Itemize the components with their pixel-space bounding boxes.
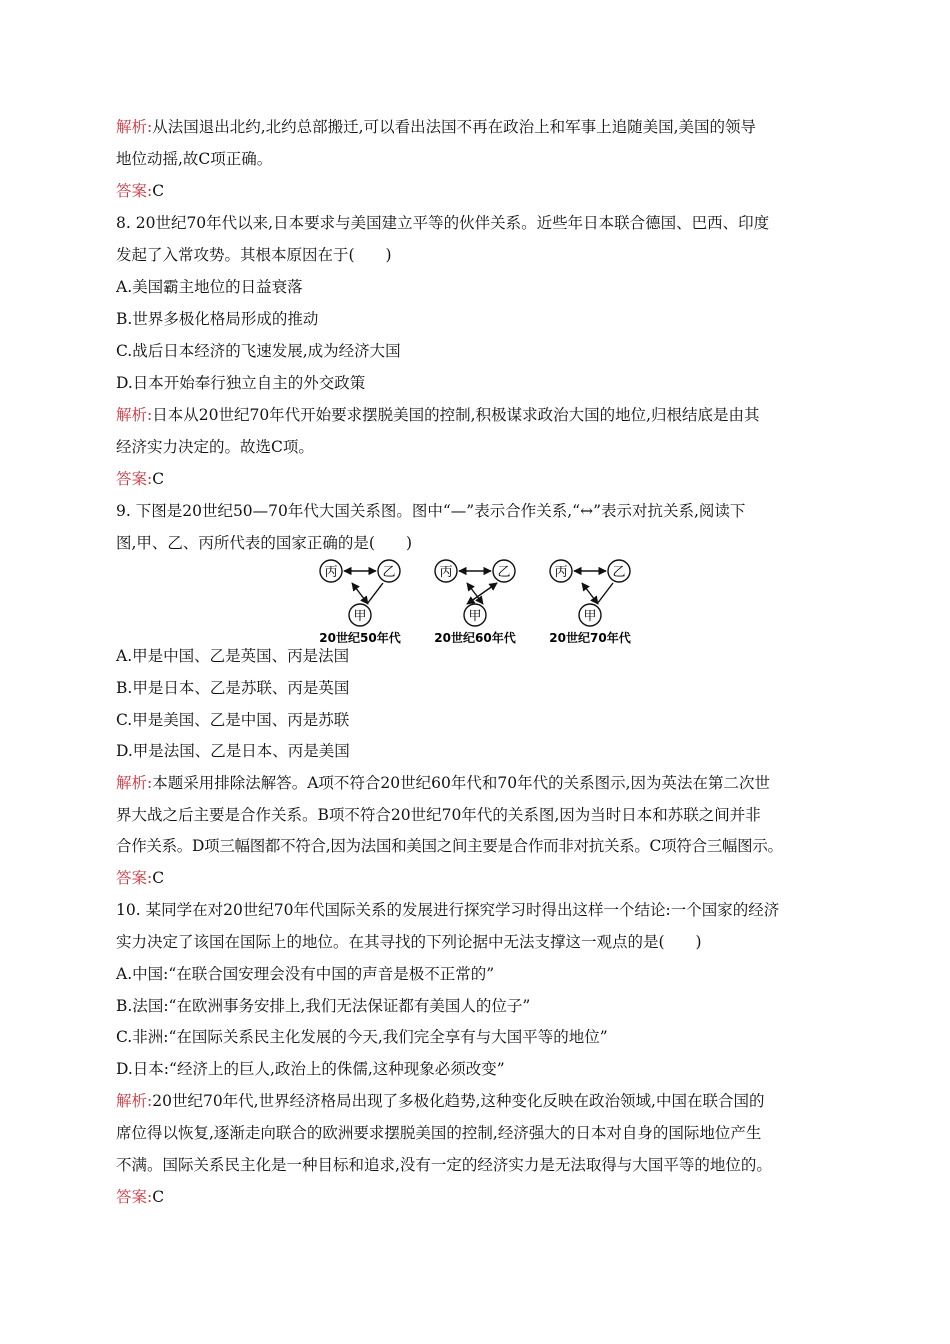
- q7-answer-label: 答案:: [116, 182, 153, 200]
- q10-analysis-line-3: 不满。国际关系民主化是一种目标和追求,没有一定的经济实力是无法取得与大国平等的地位的。: [116, 1156, 772, 1174]
- q8-answer: 答案:C: [116, 470, 165, 488]
- edge-jia-yi-confrontation: [467, 583, 497, 604]
- q9-option-a: A.甲是中国、乙是英国、丙是法国: [116, 647, 350, 665]
- q9-option-c: C.甲是美国、乙是中国、丙是苏联: [116, 711, 350, 729]
- edge-jia-yi-cooperation: [367, 583, 383, 604]
- q10-option-b: B.法国:“在欧洲事务安排上,我们无法保证都有美国人的位子”: [116, 997, 531, 1015]
- q10-answer: 答案:C: [116, 1188, 165, 1206]
- node-jia-label: 甲: [583, 609, 597, 624]
- diagram-panel-1970s: [549, 560, 631, 645]
- q10-answer-label: 答案:: [116, 1188, 153, 1206]
- q10-analysis-label: 解析:: [116, 1092, 153, 1110]
- q10-stem-line-1: 10. 某同学在对20世纪70年代国际关系的发展进行探究学习时得出这样一个结论:一个国家的经济: [116, 901, 780, 919]
- q10-stem-line-2: 实力决定了该国在国际上的地位。在其寻找的下列论据中无法支撑这一观点的是( ): [116, 933, 702, 951]
- caption-1970s: 20世纪70年代: [549, 631, 631, 645]
- q8-analysis-line-1: 解析:日本从20世纪70年代开始要求摆脱美国的控制,积极谋求政治大国的地位,归根结底是由其: [116, 406, 760, 424]
- edge-jia-yi-cooperation: [597, 583, 613, 604]
- q8-analysis-line-2: 经济实力决定的。故选C项。: [116, 438, 314, 456]
- node-bing-label: 丙: [554, 565, 568, 580]
- node-jia-label: 甲: [353, 609, 367, 624]
- node-bing-label: 丙: [439, 565, 453, 580]
- q9-answer: 答案:C: [116, 869, 165, 887]
- node-yi-label: 乙: [382, 565, 396, 580]
- diagram-panel-1950s: [319, 560, 401, 645]
- q10-analysis-line-2: 席位得以恢复,逐渐走向联合的欧洲要求摆脱美国的控制,经济强大的日本对自身的国际地位产生: [116, 1124, 762, 1142]
- edge-bing-jia-confrontation: [582, 583, 598, 604]
- q9-analysis-line-2: 界大战之后主要是合作关系。B项不符合20世纪70年代的关系图,因为当时日本和苏联之间并非: [116, 806, 761, 824]
- caption-1960s: 20世纪60年代: [434, 631, 516, 645]
- diagram-panel-1960s: [434, 560, 516, 645]
- edge-bing-jia-confrontation: [467, 583, 483, 604]
- relations-diagram: [318, 556, 638, 650]
- node-yi-label: 乙: [497, 565, 511, 580]
- q10-option-d: D.日本:“经济上的巨人,政治上的侏儒,这种现象必须改变”: [116, 1060, 505, 1078]
- q9-analysis-label: 解析:: [116, 774, 153, 792]
- q10-analysis-line-1: 解析:20世纪70年代,世界经济格局出现了多极化趋势,这种变化反映在政治领域,中国在联合国的: [116, 1092, 765, 1110]
- node-yi-label: 乙: [612, 565, 626, 580]
- q8-option-c: C.战后日本经济的飞速发展,成为经济大国: [116, 342, 401, 360]
- q7-analysis-line-1: 解析:从法国退出北约,北约总部搬迁,可以看出法国不再在政治上和军事上追随美国,美国的领导: [116, 118, 757, 136]
- q9-stem-line-1: 9. 下图是20世纪50—70年代大国关系图。图中“—”表示合作关系,“↔”表示对抗关系,阅读下: [116, 502, 746, 520]
- edge-bing-jia-confrontation: [352, 583, 368, 604]
- q8-answer-label: 答案:: [116, 470, 153, 488]
- q9-option-b: B.甲是日本、乙是苏联、丙是英国: [116, 679, 350, 697]
- q7-answer: 答案:C: [116, 182, 165, 200]
- q8-analysis-label: 解析:: [116, 406, 153, 424]
- q8-option-a: A.美国霸主地位的日益衰落: [116, 278, 303, 296]
- q8-option-d: D.日本开始奉行独立自主的外交政策: [116, 374, 366, 392]
- q8-stem-line-2: 发起了入常攻势。其根本原因在于( ): [116, 246, 392, 264]
- q10-option-c: C.非洲:“在国际关系民主化发展的今天,我们完全享有与大国平等的地位”: [116, 1028, 608, 1046]
- q9-answer-label: 答案:: [116, 869, 153, 887]
- q9-analysis-line-1: 解析:本题采用排除法解答。A项不符合20世纪60年代和70年代的关系图示,因为英法在第二次世: [116, 774, 771, 792]
- q9-stem-line-2: 图,甲、乙、丙所代表的国家正确的是( ): [116, 534, 413, 552]
- q9-analysis-line-3: 合作关系。D项三幅图都不符合,因为法国和美国之间主要是合作而非对抗关系。C项符合三幅图示。: [116, 837, 783, 855]
- q9-option-d: D.甲是法国、乙是日本、丙是美国: [116, 742, 350, 760]
- q10-option-a: A.中国:“在联合国安理会没有中国的声音是极不正常的”: [116, 965, 495, 983]
- q7-analysis-label: 解析:: [116, 118, 153, 136]
- node-jia-label: 甲: [468, 609, 482, 624]
- q8-option-b: B.世界多极化格局形成的推动: [116, 310, 319, 328]
- q7-analysis-line-2: 地位动摇,故C项正确。: [116, 150, 273, 168]
- q8-stem-line-1: 8. 20世纪70年代以来,日本要求与美国建立平等的伙伴关系。近些年日本联合德国、巴西、印度: [116, 214, 770, 232]
- node-bing-label: 丙: [324, 565, 338, 580]
- caption-1950s: 20世纪50年代: [319, 631, 401, 645]
